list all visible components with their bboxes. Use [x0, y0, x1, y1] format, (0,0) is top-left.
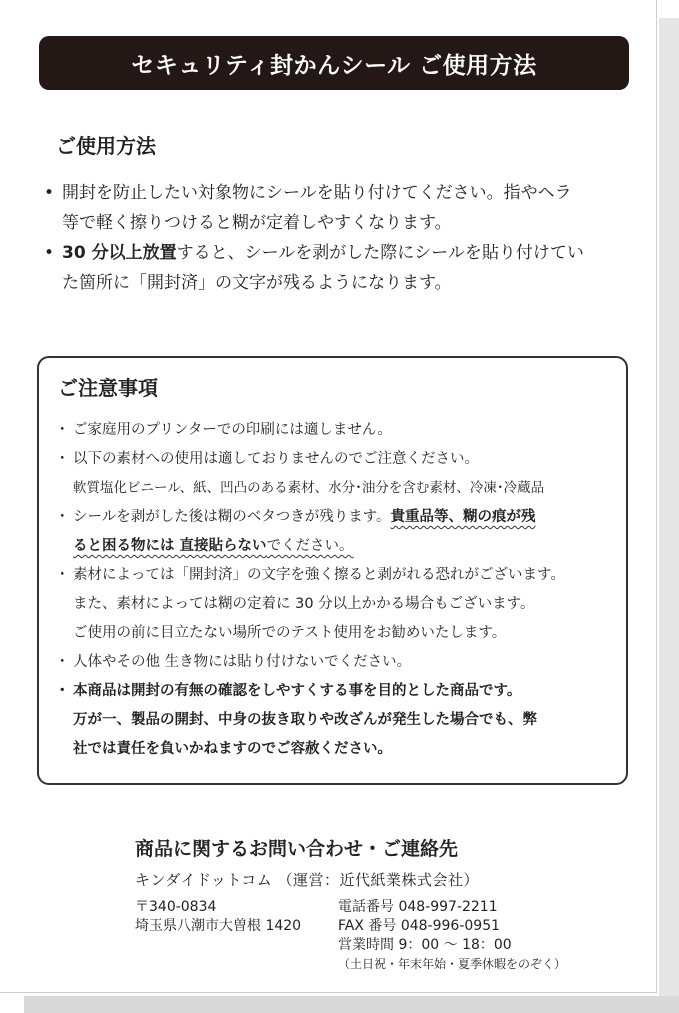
holiday-note: （土日祝・年末年始・夏季休暇をのぞく） — [338, 957, 567, 971]
usage-item-2 — [44, 238, 644, 298]
notice-list — [55, 416, 621, 764]
notice-item-rubbing — [55, 561, 621, 648]
notice-item-residue-tail: でください。 — [266, 538, 354, 554]
notice-item-materials-text: 以下の素材への使用は適しておりませんのでご注意ください。 — [73, 451, 479, 467]
bullet-icon: ・ — [55, 567, 70, 583]
bullet-icon: • — [44, 183, 55, 203]
bullet-icon: • — [44, 243, 55, 263]
notice-heading: ご注意事項 — [58, 376, 158, 400]
usage-list — [44, 178, 644, 298]
notice-item-rubbing-line-2: また、素材によっては糊の定着に 30 分以上かかる場合もございます。 — [73, 596, 535, 612]
bullet-icon: ・ — [55, 422, 70, 438]
notice-box — [37, 356, 628, 785]
contact-address-block — [135, 898, 301, 936]
notice-item-residue-line-2 — [73, 532, 621, 561]
notice-item-materials-list: 軟質塩化ビニール、紙、凹凸のある素材、水分･油分を含む素材、冷凍･冷蔵品 — [73, 480, 545, 496]
notice-item-printer-text: ご家庭用のプリンターでの印刷には適しません。 — [73, 422, 392, 438]
usage-item-2-line-1 — [62, 238, 644, 268]
usage-item-1-line-2: 等で軽く擦りつけると糊が定着しやすくなります。 — [62, 213, 452, 233]
notice-item-residue-warning-2: ると困る物には 直接貼らない — [73, 538, 267, 554]
postal-code: 〒340-0834 — [135, 899, 217, 915]
contact-phone-block — [338, 898, 566, 974]
notice-item-rubbing-line-3: ご使用の前に目立たない場所でのテスト使用をお勧めいたします。 — [73, 625, 507, 641]
business-hours: 営業時間 9：00 ～ 18：00 — [338, 937, 512, 953]
usage-item-2-emphasis: 30 分以上放置 — [62, 243, 177, 263]
phone-number: 電話番号 048-997-2211 — [338, 899, 498, 915]
contact-title: 商品に関するお問い合わせ・ご連絡先 — [135, 838, 459, 860]
notice-item-living-things — [55, 648, 621, 677]
notice-item-disclaimer-line-2: 万が一、製品の開封、中身の抜き取りや改ざんが発生した場合でも、弊 — [73, 712, 537, 728]
page-title: セキュリティ封かんシール ご使用方法 — [131, 52, 537, 79]
title-banner — [39, 36, 629, 90]
notice-item-living-things-text: 人体やその他 生き物には貼り付けないでください。 — [73, 654, 412, 670]
notice-item-rubbing-line-1: 素材によっては「開封済」の文字を強く擦ると剥がれる恐れがございます。 — [73, 567, 565, 583]
usage-heading: ご使用方法 — [56, 134, 156, 158]
notice-item-residue-line-1 — [73, 503, 621, 532]
notice-item-disclaimer-line-3: 社では責任を負いかねますのでご容赦ください。 — [73, 741, 392, 757]
bullet-icon: ・ — [55, 509, 70, 525]
page-shadow-bottom — [24, 996, 679, 1013]
bullet-icon: ・ — [55, 451, 70, 467]
usage-item-2-line-1-rest: すると、シールを剥がした際にシールを貼り付けてい — [176, 243, 584, 263]
notice-item-residue — [55, 503, 621, 561]
page-shadow-right — [659, 18, 679, 1013]
contact-section — [135, 834, 479, 890]
notice-item-residue-plain: シールを剥がした後は糊のベタつきが残ります。 — [73, 509, 391, 525]
usage-item-1-line-1: 開封を防止したい対象物にシールを貼り付けてください。指やヘラ — [62, 183, 572, 203]
notice-item-printer — [55, 416, 621, 445]
contact-company: キンダイドットコム （運営：近代紙業株式会社） — [135, 871, 480, 889]
fax-number: FAX 番号 048-996-0951 — [338, 918, 501, 934]
notice-item-materials — [55, 445, 621, 503]
usage-item-1 — [44, 178, 644, 238]
notice-item-disclaimer-line-1: 本商品は開封の有無の確認をしやすくする事を目的とした商品です。 — [73, 683, 522, 699]
street-address: 埼玉県八潮市大曽根 1420 — [135, 918, 302, 934]
bullet-icon: ・ — [55, 683, 70, 699]
usage-item-2-line-2: た箇所に「開封済」の文字が残るようになります。 — [62, 273, 452, 293]
notice-item-disclaimer — [55, 677, 621, 764]
bullet-icon: ・ — [55, 654, 70, 670]
notice-item-residue-warning-1: 貴重品等、糊の痕が残 — [390, 509, 536, 525]
